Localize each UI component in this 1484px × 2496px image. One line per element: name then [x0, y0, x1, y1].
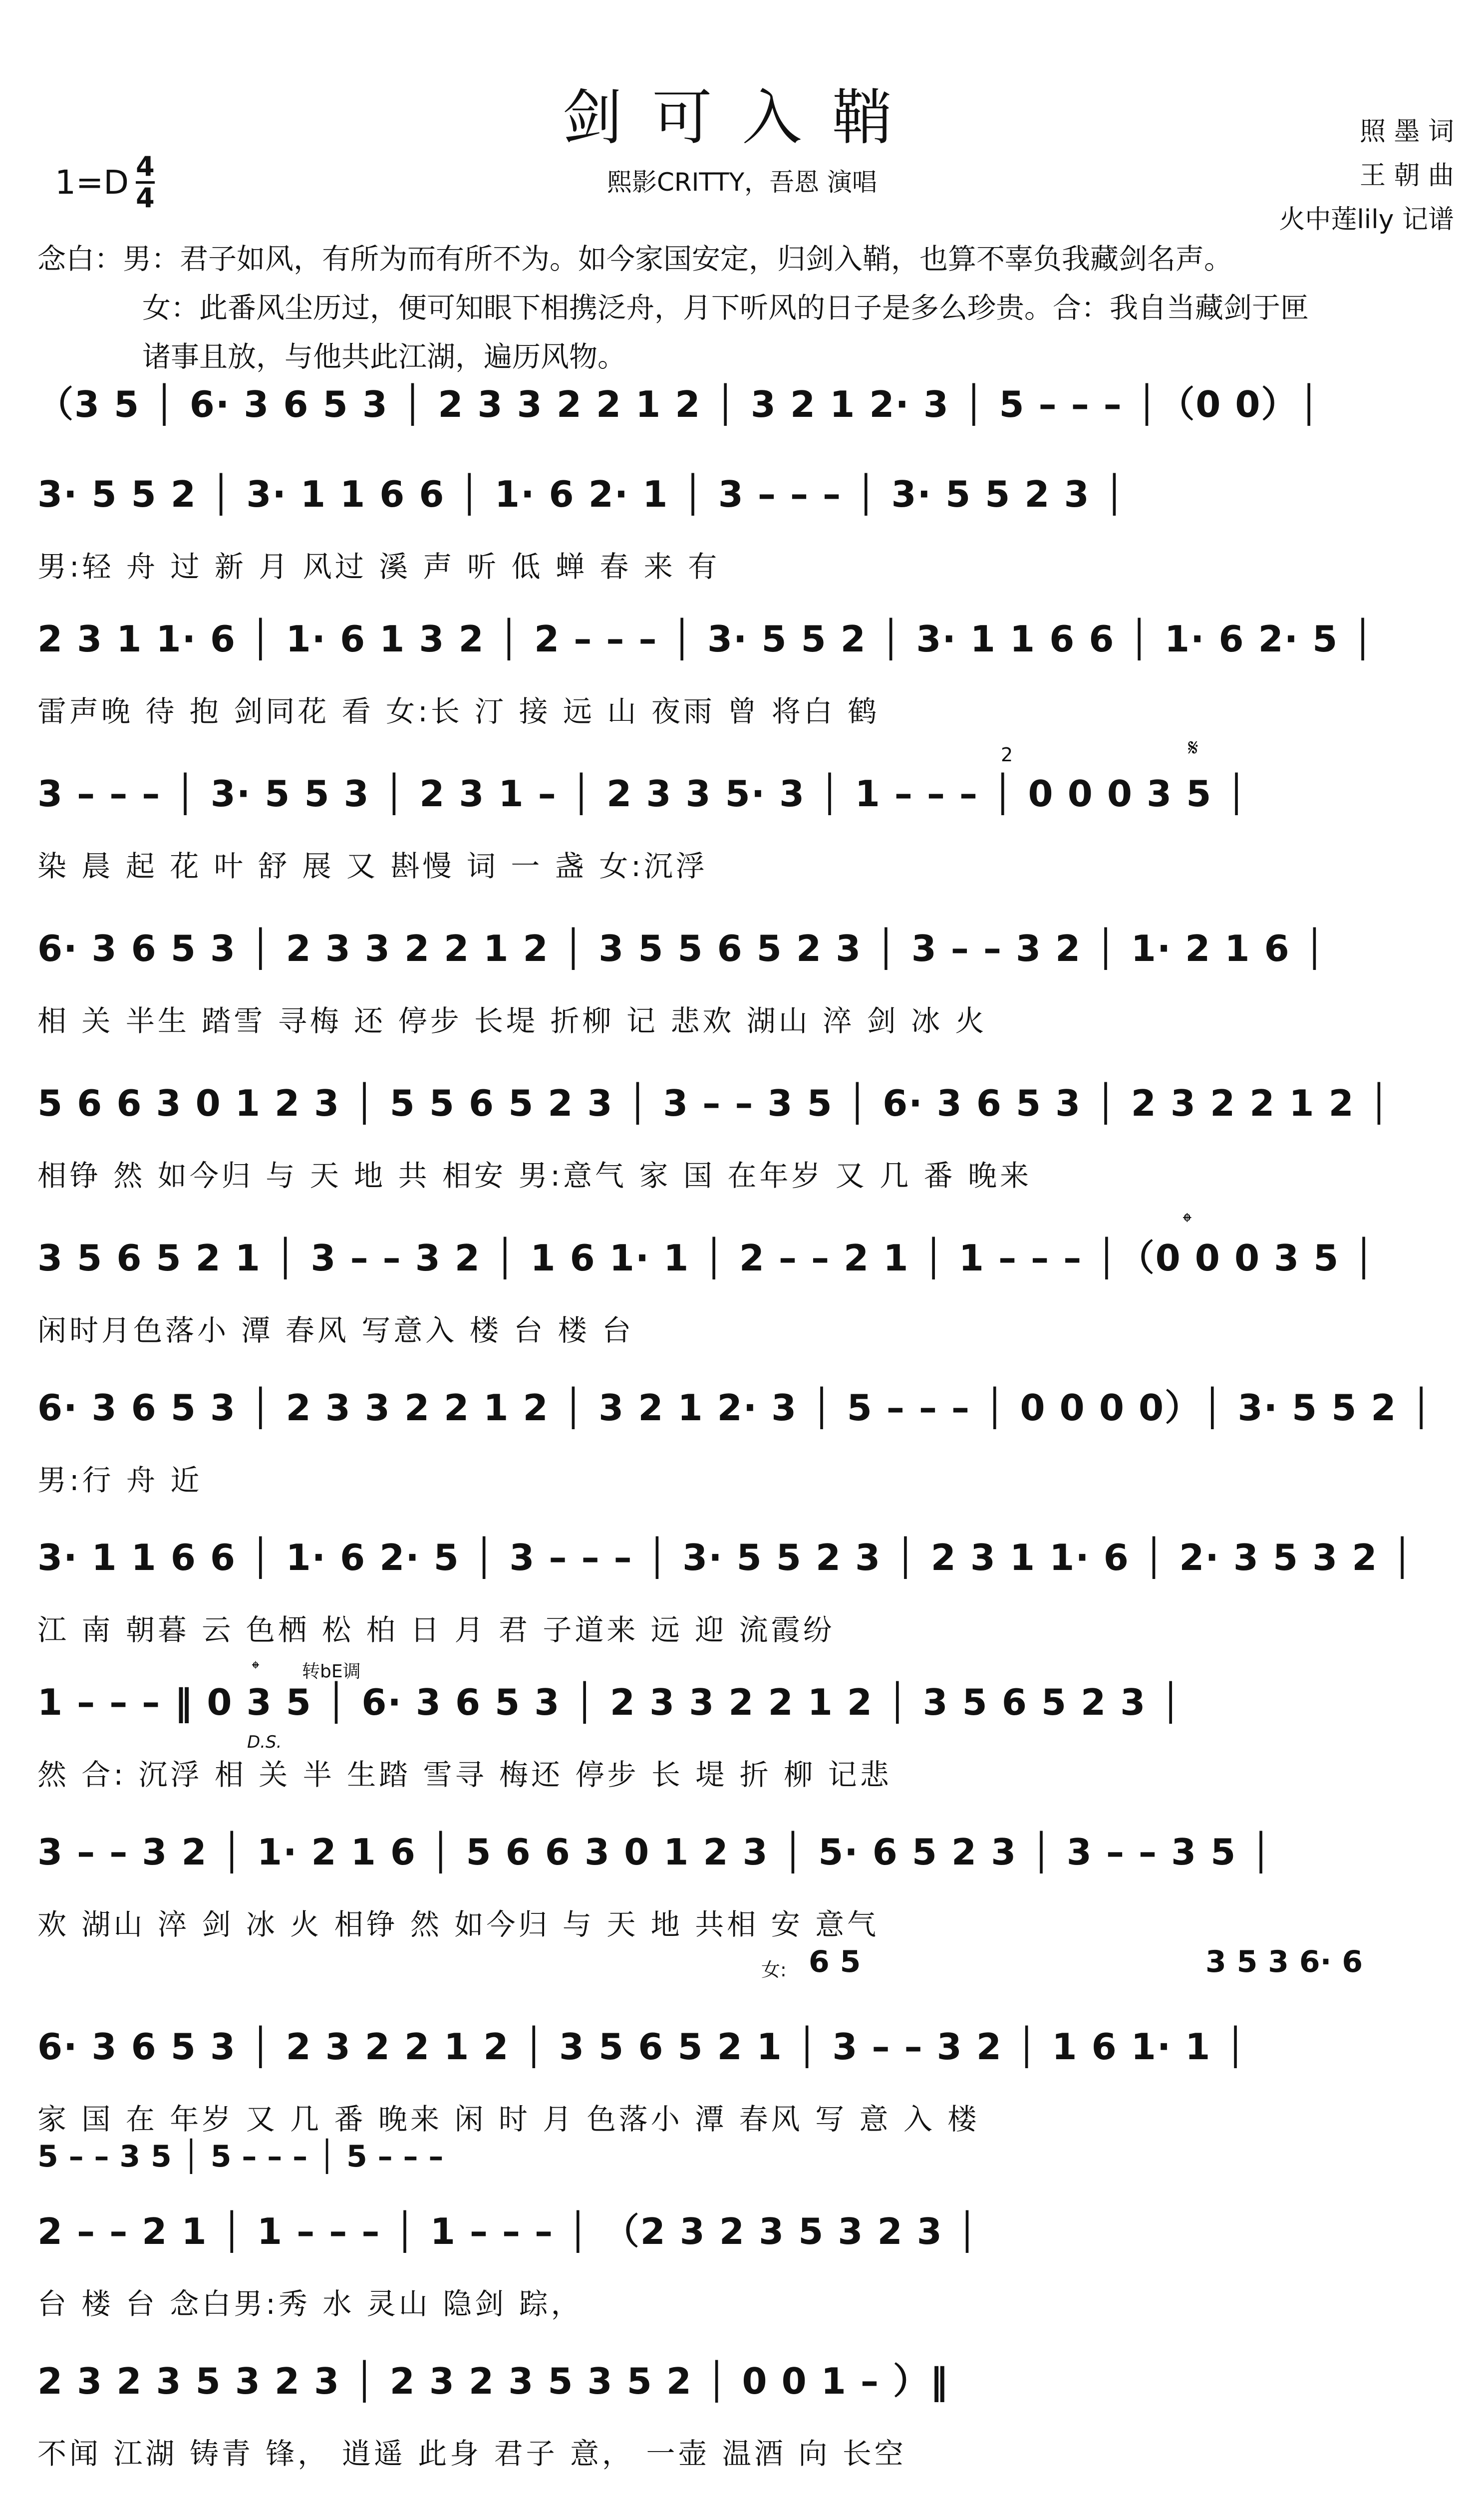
score-system	[37, 1817, 1450, 1957]
notation-line: 3 – – 3 2 │ 1· 2 1 6 │ 5 6 6 3 0 1 2 3 │ 5· 6 5 2 3 │ 3 – – 3 5 │	[37, 1831, 1273, 1873]
notation-line: 3· 1 1 6 6 │ 1· 6 2· 5 │ 3 – – – │ 3· 5 5 2 3 │ 2 3 1 1· 6 │ 2· 3 5 3 2 │	[37, 1537, 1414, 1578]
time-top: 4	[136, 152, 155, 184]
notation-line: 3 – – – │ 3· 5 5 3 │ 2 3 1 – │ 2 3 3 5· 3 │ 1 – – – │ 0 0 0 3 5 │	[37, 773, 1248, 815]
lyricist: 照 墨 词	[1359, 117, 1454, 147]
time-bottom: 4	[136, 182, 155, 214]
lyric-line: 不闻 江湖 铸青 锋， 逍遥 此身 君子 意， 一壶 温酒 向 长空	[37, 2437, 906, 2471]
key-label: 1=D	[55, 163, 129, 202]
lyric-line: 男:行 舟 近	[37, 1463, 203, 1497]
narration-line: 念白：男：君子如风，有所为而有所不为。如今家国安定，归剑入鞘，也算不辜负我藏剑名声。	[37, 243, 1232, 276]
lyric-line: 江 南 朝暮 云 色栖 松 柏 日 月 君 子道来 远 迎 流霞纷	[37, 1613, 835, 1647]
pickup-notes: 6 5	[809, 1944, 861, 1979]
notation-line: 6· 3 6 5 3 │ 2 3 2 2 1 2 │ 3 5 6 5 2 1 │ 3 – – 3 2 │ 1 6 1· 1 │	[37, 2026, 1247, 2068]
score-system	[37, 1068, 1450, 1208]
lyric-line: 相 关 半生 踏雪 寻梅 还 停步 长堤 折柳 记 悲欢 湖山 淬 剑 冰 火	[37, 1004, 987, 1038]
lyric-line: 家 国 在 年岁 又 几 番 晚来 闲 时 月 色落小 潭 春风 写 意 入 楼	[37, 2102, 980, 2136]
score-system	[37, 2012, 1450, 2152]
score-system	[37, 759, 1450, 899]
performers: 熙影CRITTY，吾恩 演唱	[606, 168, 878, 197]
segno-icon: 𝄋	[1188, 734, 1198, 762]
notation-line: 3· 5 5 2 │ 3· 1 1 6 6 │ 1· 6 2· 1 │ 3 – – – │ 3· 5 5 2 3 │	[37, 473, 1127, 515]
coda-icon: 𝄌	[252, 1657, 259, 1680]
score-system	[37, 2196, 1450, 2336]
score-system	[37, 914, 1450, 1053]
ds-mark: D.S.	[247, 1732, 282, 1752]
coda-icon: 𝄌	[1183, 1208, 1191, 1236]
lyric-line: 染 晨 起 花 叶 舒 展 又 斟慢 词 一 盏 女:沉浮	[37, 849, 708, 883]
upper-voice: 5 – – 3 5 │ 5 – – – │ 5 – – –	[37, 2139, 444, 2174]
notation-line: 6· 3 6 5 3 │ 2 3 3 2 2 1 2 │ 3 2 1 2· 3 │ 5 – – – │ 0 0 0 0）│ 3· 5 5 2 │	[37, 1387, 1433, 1429]
lyric-line: 台 楼 台 念白男:秀 水 灵山 隐剑 踪，	[37, 2287, 583, 2321]
transcriber: 火中莲lily 记谱	[1279, 205, 1454, 235]
lyric-line: 欢 湖山 淬 剑 冰 火 相铮 然 如今归 与 天 地 共相 安 意气	[37, 1907, 880, 1941]
volta-mark: 2	[1001, 744, 1013, 766]
notation-line: 3 5 6 5 2 1 │ 3 – – 3 2 │ 1 6 1· 1 │ 2 – – 2 1 │ 1 – – – │（0 0 0 3 5 │	[37, 1237, 1376, 1279]
notation-line: 5 6 6 3 0 1 2 3 │ 5 5 6 5 2 3 │ 3 – – 3 5 │ 6· 3 6 5 3 │ 2 3 2 2 1 2 │	[37, 1082, 1391, 1124]
modulation-mark: 转bE调	[302, 1661, 361, 1682]
score-system	[37, 1523, 1450, 1662]
score-system	[37, 1223, 1450, 1363]
narration-line: 女：此番风尘历过，便可知眼下相携泛舟，月下听风的日子是多么珍贵。合：我自当藏剑于匣	[142, 292, 1309, 324]
score-system	[37, 604, 1450, 744]
score-system	[37, 459, 1450, 599]
credits	[1279, 110, 1454, 242]
notation-line: 6· 3 6 5 3 │ 2 3 3 2 2 1 2 │ 3 5 5 6 5 2 3 │ 3 – – 3 2 │ 1· 2 1 6 │	[37, 928, 1327, 969]
composer: 王 朝 曲	[1359, 161, 1454, 191]
score-system	[37, 2346, 1450, 2486]
notation-line: 2 3 1 1· 6 │ 1· 6 1 3 2 │ 2 – – – │ 3· 5 5 2 │ 3· 1 1 6 6 │ 1· 6 2· 5 │	[37, 618, 1375, 660]
narration-line: 诸事且放，与他共此江湖，遍历风物。	[142, 340, 626, 373]
notation-line: 2 – – 2 1 │ 1 – – – │ 1 – – – │ （2 3 2 3 5 3 2 3 │	[37, 2210, 979, 2252]
lyric-line: 闲时月色落小 潭 春风 写意入 楼 台 楼 台	[37, 1313, 634, 1347]
female-cue: 女:	[761, 1959, 787, 1981]
score-system	[37, 1373, 1450, 1513]
lyric-line: 男:轻 舟 过 新 月 风过 溪 声 听 低 蝉 春 来 有	[37, 550, 720, 584]
notation-line: 1 – – – ‖ 0 3 5 │ 6· 3 6 5 3 │ 2 3 3 2 2 1 2 │ 3 5 6 5 2 3 │	[37, 1681, 1183, 1723]
notation-line: 2 3 2 3 5 3 2 3 │ 2 3 2 3 5 3 5 2 │ 0 0 1 – ）‖	[37, 2360, 949, 2402]
lyric-line: 然 合: 沉浮 相 关 半 生踏 雪寻 梅还 停步 长 堤 折 柳 记悲	[37, 1758, 892, 1792]
upper-voice: 3 5 3 6· 6	[1205, 1944, 1363, 1979]
narration	[37, 235, 1465, 381]
lyric-line: 相铮 然 如今归 与 天 地 共 相安 男:意气 家 国 在年岁 又 几 番 晚来	[37, 1159, 1032, 1193]
notation-line: （3 5 │ 6· 3 6 5 3 │ 2 3 3 2 2 1 2 │ 3 2 1 2· 3 │ 5 – – – │（0 0）│	[37, 383, 1321, 425]
lyric-line: 雷声晚 待 抱 剑同花 看 女:长 汀 接 远 山 夜雨 曾 将白 鹤	[37, 694, 880, 728]
song-title: 剑可入鞘	[562, 83, 922, 153]
